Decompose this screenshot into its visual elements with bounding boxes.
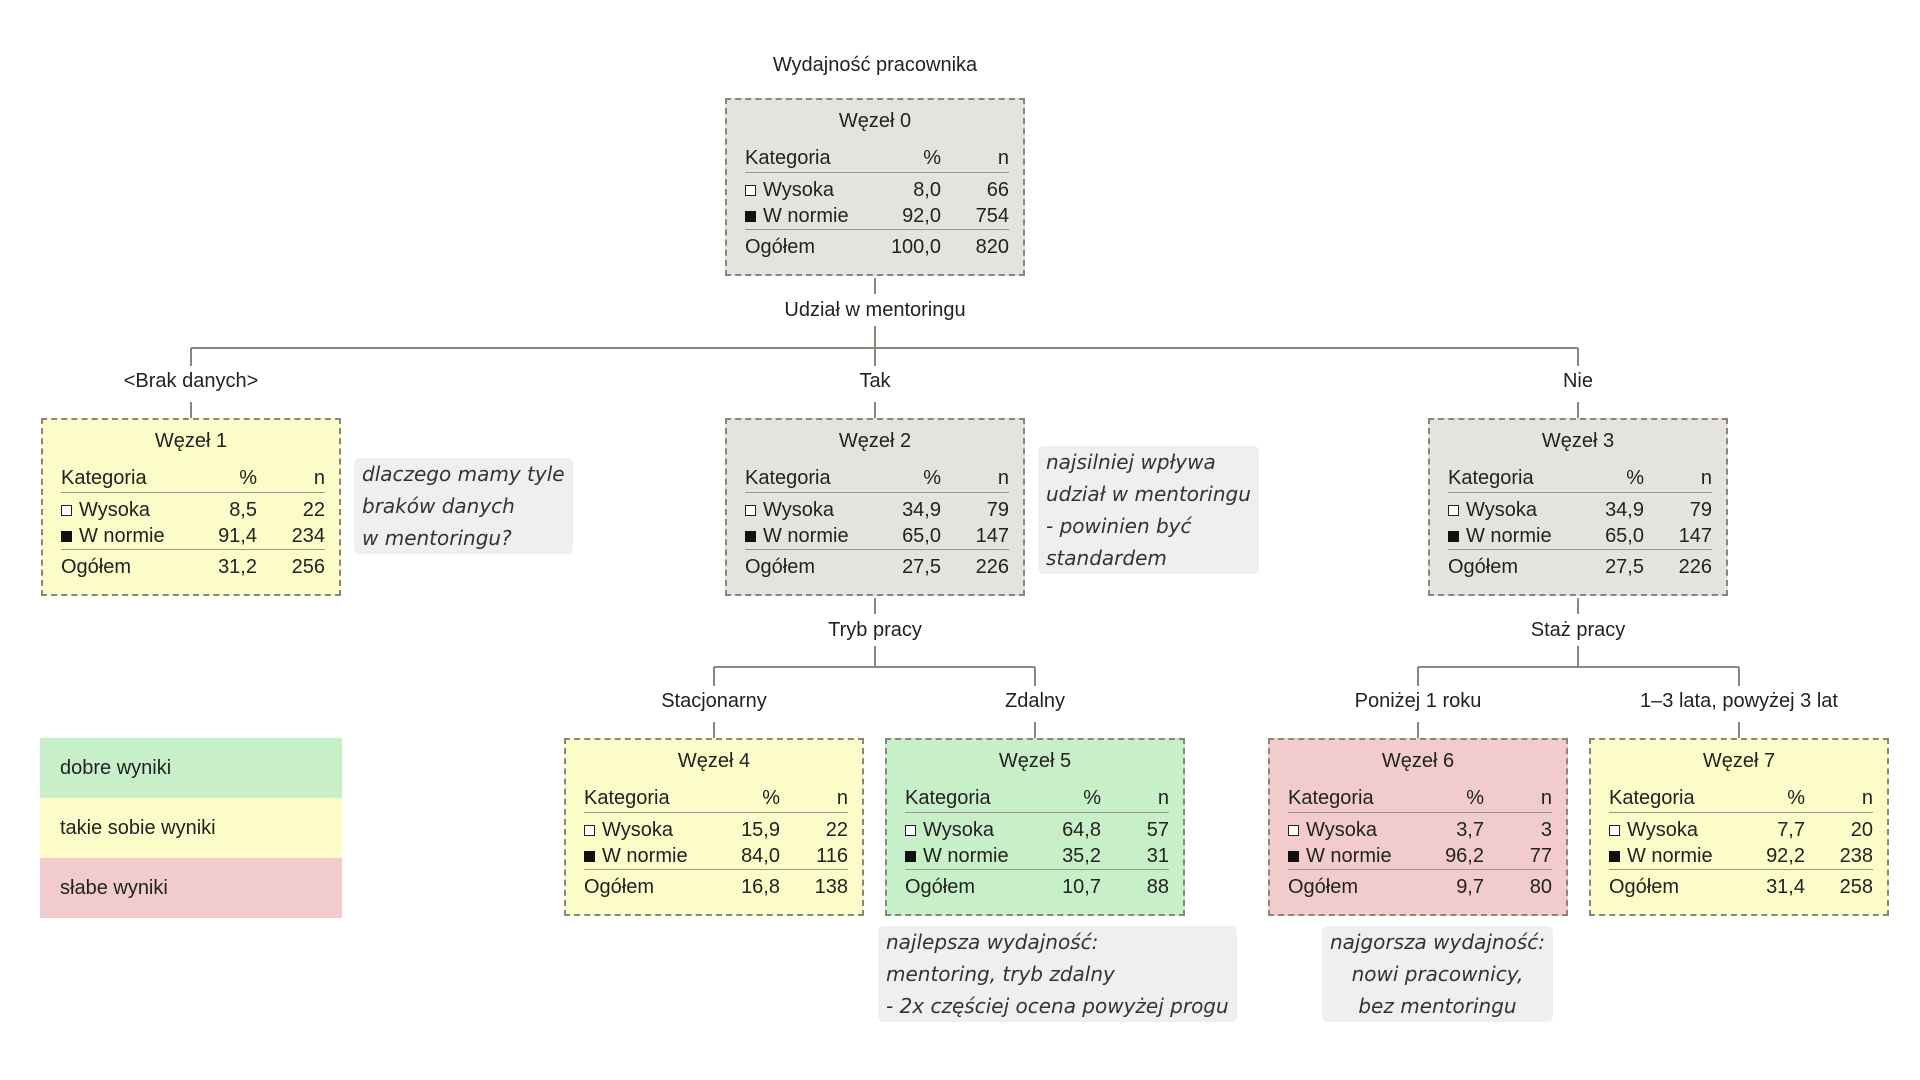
normal-percent: 92,2 bbox=[1743, 843, 1805, 870]
branch-label-1-3-years: 1–3 lata, powyżej 3 lat bbox=[1640, 690, 1838, 712]
row-label-normal: W normie bbox=[763, 205, 849, 227]
col-header-percent: % bbox=[195, 464, 257, 493]
note-best bbox=[878, 926, 1237, 1022]
split-label-mentoring: Udział w mentoringu bbox=[784, 299, 966, 321]
high-percent: 64,8 bbox=[1062, 819, 1101, 841]
empty-square-icon bbox=[745, 505, 756, 516]
note-line: braków danych bbox=[362, 494, 515, 518]
col-header-percent: % bbox=[1743, 784, 1805, 813]
node-table bbox=[745, 144, 1009, 260]
node-box-n1 bbox=[41, 418, 341, 596]
empty-square-icon bbox=[745, 185, 756, 196]
high-count: 79 bbox=[1689, 499, 1712, 521]
high-count: 66 bbox=[986, 179, 1009, 201]
note-line: najsilniej wpływa bbox=[1046, 450, 1216, 474]
empty-square-icon bbox=[905, 825, 916, 836]
empty-square-icon bbox=[1288, 825, 1299, 836]
branch-label-remote: Zdalny bbox=[1004, 690, 1066, 712]
row-label-high: Wysoka bbox=[763, 179, 834, 201]
legend-medium: takie sobie wyniki bbox=[40, 798, 342, 858]
legend-poor: słabe wyniki bbox=[40, 858, 342, 918]
note-line: - 2x częściej ocena powyżej progu bbox=[886, 994, 1229, 1018]
col-header-n: n bbox=[780, 784, 848, 813]
note-line: udział w mentoringu bbox=[1046, 482, 1251, 506]
row-label-normal: W normie bbox=[79, 525, 165, 547]
row-label-normal: W normie bbox=[763, 525, 849, 547]
col-header-n: n bbox=[1101, 784, 1169, 813]
col-header-category: Kategoria bbox=[905, 784, 1039, 813]
normal-percent: 92,0 bbox=[879, 203, 941, 230]
col-header-n: n bbox=[1484, 784, 1552, 813]
row-label-high: Wysoka bbox=[1466, 499, 1537, 521]
normal-percent: 91,4 bbox=[195, 523, 257, 550]
col-header-percent: % bbox=[1582, 464, 1644, 493]
row-label-total: Ogółem bbox=[905, 876, 976, 898]
row-label-normal: W normie bbox=[1306, 845, 1392, 867]
filled-square-icon bbox=[905, 851, 916, 862]
total-count: 258 bbox=[1839, 876, 1873, 898]
node-title: Węzeł 1 bbox=[154, 430, 228, 452]
high-count: 79 bbox=[986, 499, 1009, 521]
branch-label-under-1-year: Poniżej 1 roku bbox=[1354, 690, 1482, 712]
normal-count: 116 bbox=[780, 843, 848, 870]
node-title: Węzeł 4 bbox=[677, 750, 751, 772]
total-percent: 31,2 bbox=[218, 556, 257, 578]
col-header-category: Kategoria bbox=[1609, 784, 1743, 813]
normal-percent: 65,0 bbox=[1582, 523, 1644, 550]
node-table bbox=[1448, 464, 1712, 580]
empty-square-icon bbox=[584, 825, 595, 836]
total-count: 226 bbox=[1678, 556, 1712, 578]
node-box-n3 bbox=[1428, 418, 1728, 596]
empty-square-icon bbox=[1448, 505, 1459, 516]
node-box-n4 bbox=[564, 738, 864, 916]
col-header-percent: % bbox=[879, 464, 941, 493]
high-percent: 7,7 bbox=[1777, 819, 1805, 841]
branch-label-no: Nie bbox=[1562, 370, 1594, 392]
empty-square-icon bbox=[1609, 825, 1620, 836]
col-header-percent: % bbox=[1039, 784, 1101, 813]
node-table bbox=[905, 784, 1169, 900]
col-header-n: n bbox=[941, 464, 1009, 493]
node-title: Węzeł 6 bbox=[1381, 750, 1455, 772]
normal-count: 77 bbox=[1484, 843, 1552, 870]
note-line: bez mentoringu bbox=[1358, 994, 1517, 1018]
filled-square-icon bbox=[1448, 531, 1459, 542]
node-table bbox=[61, 464, 325, 580]
branch-label-yes: Tak bbox=[859, 370, 891, 392]
node-table bbox=[1609, 784, 1873, 900]
filled-square-icon bbox=[1609, 851, 1620, 862]
col-header-category: Kategoria bbox=[1288, 784, 1422, 813]
node-title: Węzeł 3 bbox=[1541, 430, 1615, 452]
filled-square-icon bbox=[745, 531, 756, 542]
normal-count: 234 bbox=[257, 523, 325, 550]
col-header-percent: % bbox=[718, 784, 780, 813]
normal-percent: 84,0 bbox=[718, 843, 780, 870]
total-count: 138 bbox=[814, 876, 848, 898]
note-missing-data bbox=[354, 458, 573, 554]
high-count: 22 bbox=[825, 819, 848, 841]
row-label-total: Ogółem bbox=[1288, 876, 1359, 898]
high-count: 20 bbox=[1850, 819, 1873, 841]
node-title: Węzeł 0 bbox=[838, 110, 912, 132]
note-line: standardem bbox=[1046, 546, 1167, 570]
high-percent: 8,5 bbox=[229, 499, 257, 521]
row-label-high: Wysoka bbox=[923, 819, 994, 841]
normal-count: 147 bbox=[1644, 523, 1712, 550]
node-box-n6 bbox=[1268, 738, 1568, 916]
high-count: 3 bbox=[1540, 819, 1552, 841]
col-header-n: n bbox=[1805, 784, 1873, 813]
normal-count: 31 bbox=[1101, 843, 1169, 870]
high-count: 57 bbox=[1146, 819, 1169, 841]
col-header-n: n bbox=[941, 144, 1009, 173]
total-count: 820 bbox=[975, 236, 1009, 258]
branch-label-missing: <Brak danych> bbox=[123, 370, 259, 392]
total-percent: 100,0 bbox=[890, 236, 941, 258]
total-percent: 27,5 bbox=[1605, 556, 1644, 578]
tree-title: Wydajność pracownika bbox=[772, 54, 978, 76]
node-title: Węzeł 5 bbox=[998, 750, 1072, 772]
row-label-normal: W normie bbox=[1466, 525, 1552, 547]
note-line: dlaczego mamy tyle bbox=[362, 462, 565, 486]
normal-count: 147 bbox=[941, 523, 1009, 550]
normal-percent: 96,2 bbox=[1422, 843, 1484, 870]
branch-label-onsite: Stacjonarny bbox=[661, 690, 767, 712]
node-table bbox=[584, 784, 848, 900]
row-label-normal: W normie bbox=[602, 845, 688, 867]
filled-square-icon bbox=[745, 211, 756, 222]
col-header-n: n bbox=[1644, 464, 1712, 493]
legend-good: dobre wyniki bbox=[40, 738, 342, 798]
col-header-n: n bbox=[257, 464, 325, 493]
node-box-n5 bbox=[885, 738, 1185, 916]
normal-percent: 35,2 bbox=[1039, 843, 1101, 870]
row-label-normal: W normie bbox=[923, 845, 1009, 867]
note-line: mentoring, tryb zdalny bbox=[886, 962, 1115, 986]
node-table bbox=[1288, 784, 1552, 900]
node-table bbox=[745, 464, 1009, 580]
total-percent: 16,8 bbox=[741, 876, 780, 898]
total-count: 88 bbox=[1146, 876, 1169, 898]
col-header-category: Kategoria bbox=[745, 464, 879, 493]
node-title: Węzeł 2 bbox=[838, 430, 912, 452]
filled-square-icon bbox=[61, 531, 72, 542]
node-title: Węzeł 7 bbox=[1702, 750, 1776, 772]
col-header-category: Kategoria bbox=[745, 144, 879, 173]
total-percent: 31,4 bbox=[1766, 876, 1805, 898]
node-box-n2 bbox=[725, 418, 1025, 596]
row-label-total: Ogółem bbox=[745, 556, 816, 578]
normal-percent: 65,0 bbox=[879, 523, 941, 550]
total-percent: 27,5 bbox=[902, 556, 941, 578]
row-label-high: Wysoka bbox=[602, 819, 673, 841]
split-label-work-mode: Tryb pracy bbox=[828, 619, 922, 641]
row-label-total: Ogółem bbox=[61, 556, 132, 578]
row-label-high: Wysoka bbox=[1627, 819, 1698, 841]
node-box-n0 bbox=[725, 98, 1025, 276]
total-count: 226 bbox=[975, 556, 1009, 578]
note-line: w mentoringu? bbox=[362, 526, 512, 550]
note-mentoring bbox=[1038, 446, 1259, 574]
note-line: najgorsza wydajność: bbox=[1330, 930, 1545, 954]
high-percent: 3,7 bbox=[1456, 819, 1484, 841]
filled-square-icon bbox=[1288, 851, 1299, 862]
row-label-total: Ogółem bbox=[745, 236, 816, 258]
row-label-high: Wysoka bbox=[1306, 819, 1377, 841]
split-label-tenure: Staż pracy bbox=[1530, 619, 1626, 641]
total-count: 80 bbox=[1529, 876, 1552, 898]
high-percent: 34,9 bbox=[902, 499, 941, 521]
row-label-normal: W normie bbox=[1627, 845, 1713, 867]
note-line: nowi pracownicy, bbox=[1351, 962, 1524, 986]
node-box-n7 bbox=[1589, 738, 1889, 916]
high-percent: 15,9 bbox=[741, 819, 780, 841]
total-count: 256 bbox=[291, 556, 325, 578]
col-header-category: Kategoria bbox=[61, 464, 195, 493]
high-count: 22 bbox=[302, 499, 325, 521]
row-label-total: Ogółem bbox=[1609, 876, 1680, 898]
note-worst bbox=[1322, 926, 1553, 1022]
row-label-total: Ogółem bbox=[584, 876, 655, 898]
row-label-high: Wysoka bbox=[763, 499, 834, 521]
total-percent: 9,7 bbox=[1456, 876, 1484, 898]
filled-square-icon bbox=[584, 851, 595, 862]
col-header-category: Kategoria bbox=[584, 784, 718, 813]
col-header-percent: % bbox=[879, 144, 941, 173]
normal-count: 238 bbox=[1805, 843, 1873, 870]
col-header-category: Kategoria bbox=[1448, 464, 1582, 493]
total-percent: 10,7 bbox=[1062, 876, 1101, 898]
normal-count: 754 bbox=[941, 203, 1009, 230]
high-percent: 8,0 bbox=[913, 179, 941, 201]
row-label-high: Wysoka bbox=[79, 499, 150, 521]
empty-square-icon bbox=[61, 505, 72, 516]
note-line: najlepsza wydajność: bbox=[886, 930, 1099, 954]
high-percent: 34,9 bbox=[1605, 499, 1644, 521]
row-label-total: Ogółem bbox=[1448, 556, 1519, 578]
note-line: - powinien być bbox=[1046, 514, 1192, 538]
col-header-percent: % bbox=[1422, 784, 1484, 813]
